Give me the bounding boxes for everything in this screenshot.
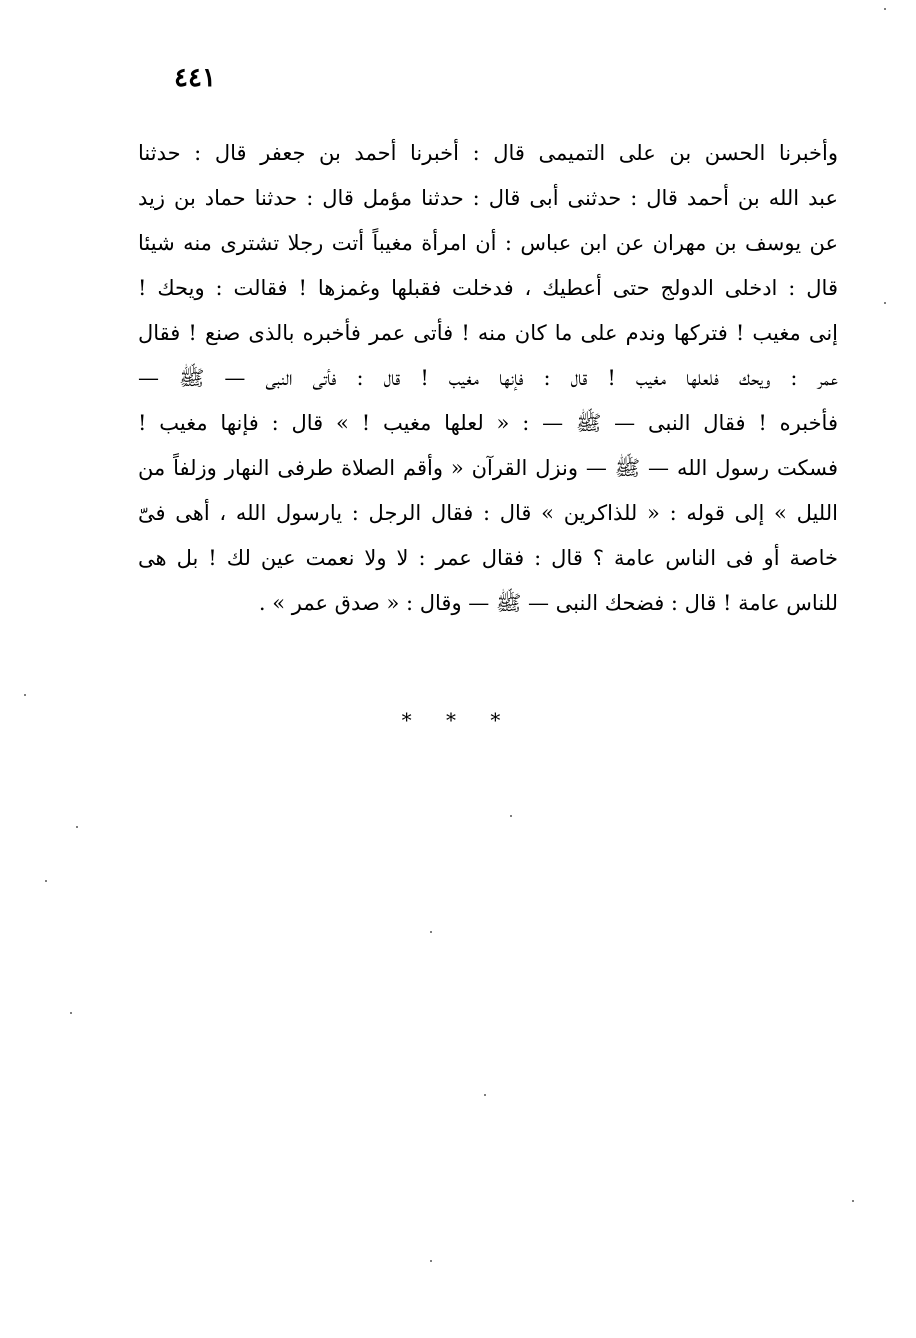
page-number: ٤٤١ [174,63,216,93]
text-line: إنى مغيب ! فتركها وندم على ما كان منه ! فأتى عمر فأخبره بالذى صنع ! فقال [138,321,838,345]
scan-speck [484,1094,486,1096]
text-line: فأخبره ! فقال النبى — ﷺ — : « لعلها مغيب ! » قال : فإنها مغيب ! [138,411,838,435]
scan-speck [24,694,26,696]
body-text [138,131,838,626]
text-line: عن يوسف بن مهران عن ابن عباس : أن امرأة مغيباً أتت رجلا تشترى منه شيئا [138,231,838,255]
scan-speck [510,815,512,817]
scan-speck [45,880,47,882]
text-line: فسكت رسول الله — ﷺ — ونزل القرآن « وأقم الصلاة طرفى النهار وزلفاً من [138,456,838,480]
scan-speck [884,302,886,304]
scan-speck [884,8,886,10]
text-line-last: للناس عامة ! قال : فضحك النبى — ﷺ — وقال : « صدق عمر » . [258,591,838,615]
text-line: عمر : ويحك فلعلها مغيب ! قال : فإنها مغيب ! قال : فأتى النبى — ﷺ — [138,366,838,390]
scan-speck [76,826,78,828]
scan-speck [430,931,432,933]
text-line: قال : ادخلى الدولج حتى أعطيك ، فدخلت فقبلها وغمزها ! فقالت : ويحك ! [138,276,838,300]
text-line: خاصة أو فى الناس عامة ؟ قال : فقال عمر : لا ولا نعمت عين لك ! بل هى [138,546,838,570]
text-line: الليل » إلى قوله : « للذاكرين » قال : فقال الرجل : يارسول الله ، أهى فىّ [138,501,838,525]
text-line: وأخبرنا الحسن بن على التميمى قال : أخبرنا أحمد بن جعفر قال : حدثنا [138,141,838,165]
text-line: عبد الله بن أحمد قال : حدثنى أبى قال : حدثنا مؤمل قال : حدثنا حماد بن زيد [138,186,838,210]
scan-speck [852,1200,854,1202]
scan-speck [430,1260,432,1262]
scan-speck [70,1012,72,1014]
section-separator: * * * [401,708,515,732]
